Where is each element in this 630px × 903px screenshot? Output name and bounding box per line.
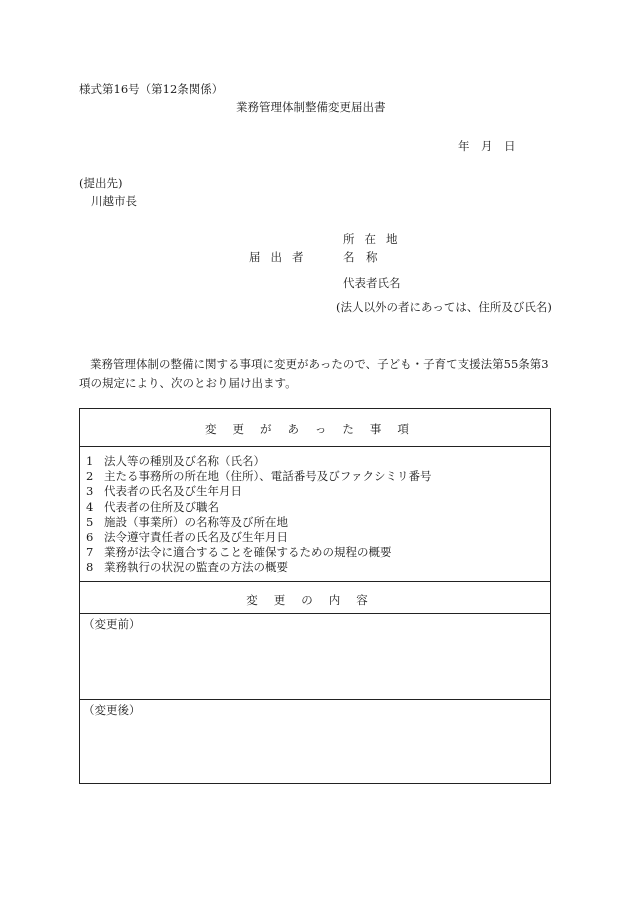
table-divider (80, 613, 550, 614)
item-number: 1 (86, 454, 94, 468)
applicant-note: (法人以外の者にあっては、住所及び氏名) (336, 300, 552, 314)
item-number: 3 (86, 484, 94, 499)
item-number: 6 (86, 529, 94, 544)
table-divider (80, 446, 550, 447)
body-text: 業務管理体制の整備に関する事項に変更があったので、子ども・子育て支援法第55条第3項の規定により、次のとおり届け出ます。 (79, 357, 549, 390)
change-content-header: 変更の内容 (246, 593, 384, 607)
list-item (86, 545, 432, 560)
representative-label: 代表者氏名 (343, 276, 401, 290)
list-item (86, 454, 432, 469)
submit-to-recipient: 川越市長 (91, 194, 137, 208)
item-text: 主たる事務所の所在地（住所）、電話番号及びファクシミリ番号 (104, 469, 432, 484)
change-table (79, 408, 551, 784)
item-number: 2 (86, 469, 94, 484)
table-divider (80, 581, 550, 582)
item-number: 5 (86, 514, 94, 529)
name-label: 名 称 (343, 250, 378, 264)
list-item (86, 469, 432, 484)
item-text: 法令遵守責任者の氏名及び生年月日 (104, 529, 288, 544)
changed-items-list (86, 454, 432, 576)
submit-to-label: (提出先) (79, 176, 123, 190)
item-text: 業務執行の状況の監査の方法の概要 (104, 560, 288, 575)
location-label: 所在地 (343, 232, 408, 246)
item-text: 代表者の氏名及び生年月日 (104, 484, 242, 499)
item-text: 法人等の種別及び名称（氏名） (104, 454, 265, 468)
item-text: 施設（事業所）の名称等及び所在地 (104, 514, 288, 529)
document-title: 業務管理体制整備変更届出書 (236, 100, 386, 114)
list-item (86, 500, 432, 515)
item-text: 業務が法令に適合することを確保するための規程の概要 (104, 545, 392, 560)
list-item (86, 560, 432, 575)
item-number: 8 (86, 560, 94, 575)
item-number: 7 (86, 545, 94, 560)
date-line: 年 月 日 (458, 139, 516, 153)
item-text: 代表者の住所及び職名 (104, 499, 219, 514)
list-item (86, 515, 432, 530)
list-item (86, 484, 432, 499)
table-divider (80, 699, 550, 700)
before-change-label: （変更前） (83, 617, 141, 631)
item-number: 4 (86, 499, 94, 514)
applicant-label: 届出者 (249, 250, 314, 264)
form-number: 様式第16号（第12条関係） (79, 82, 224, 96)
after-change-label: （変更後） (83, 703, 141, 717)
changed-items-header: 変更があった事項 (205, 422, 425, 436)
list-item (86, 530, 432, 545)
